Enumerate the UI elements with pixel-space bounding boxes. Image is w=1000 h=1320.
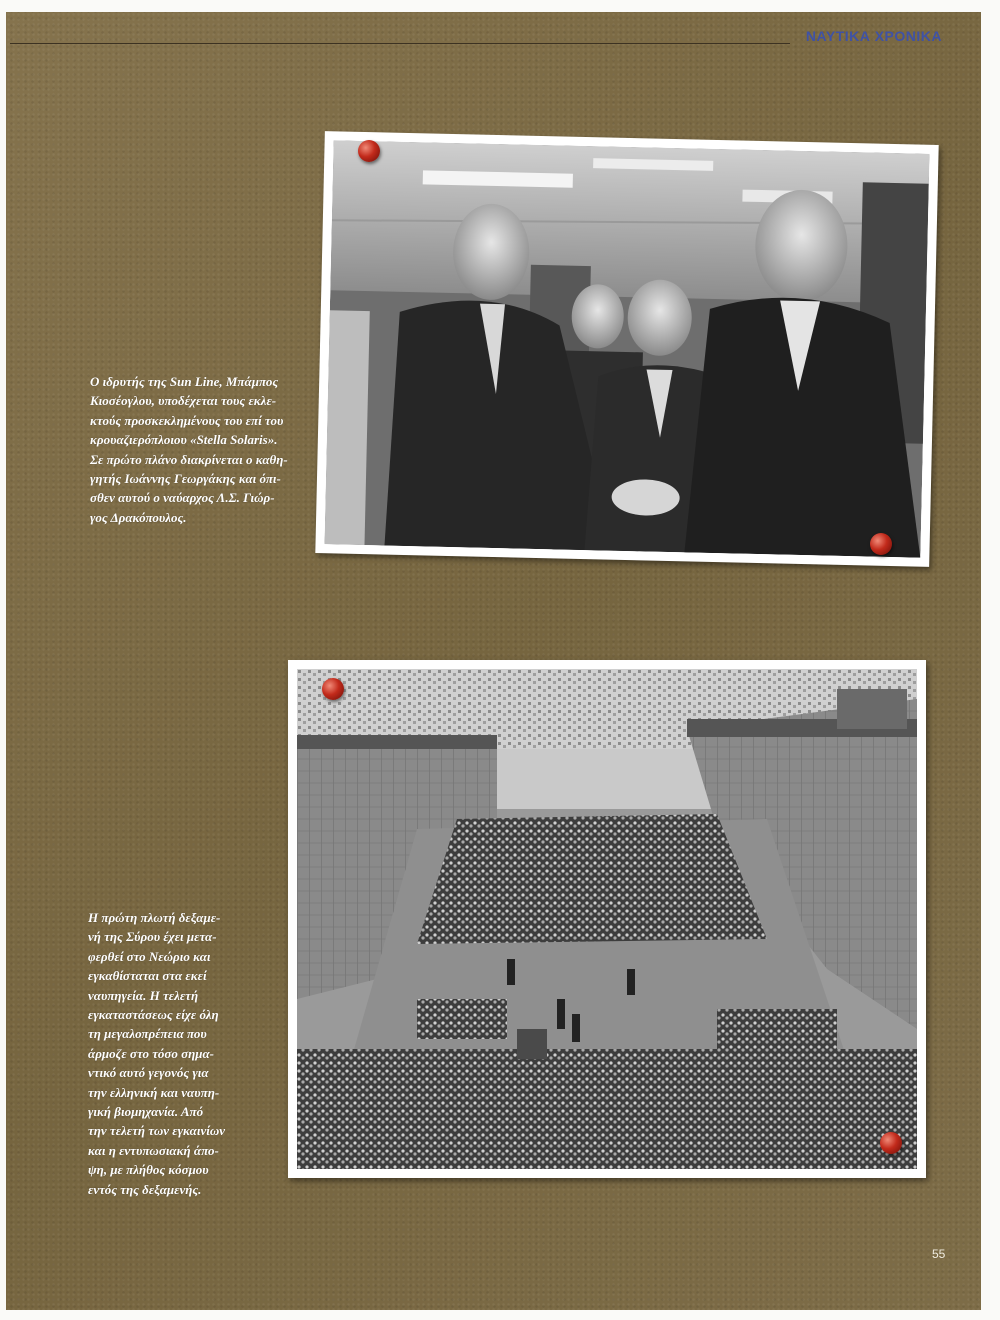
caption-line: Ο ιδρυτής της Sun Line, Μπάμπος (90, 374, 279, 389)
caption-line: την τελετή των εγκαινίων (88, 1123, 226, 1139)
caption-floating-dock (88, 908, 265, 1199)
caption-line: ψη, με πλήθος κόσμου (88, 1162, 209, 1178)
page-number: 55 (932, 1247, 946, 1261)
caption-line: Η πρώτη πλωτή δεξαμε- (88, 910, 221, 925)
caption-handshake (90, 372, 302, 527)
caption-line: άρμοζε στο τόσο σημα- (88, 1045, 215, 1061)
photo-floating-dock-frame (288, 660, 926, 1178)
caption-line: εγκαθίσταται στα εκεί (88, 968, 207, 984)
caption-line: γος Δρακόπουλος. (90, 509, 187, 525)
red-pin-icon (322, 678, 344, 700)
red-pin-icon (880, 1132, 902, 1154)
caption-line: φερθεί στο Νεώριο και (88, 948, 211, 964)
caption-line: εντός της δεξαμενής. (88, 1181, 202, 1197)
caption-line: γητής Ιωάννης Γεωργάκης και όπι- (90, 471, 281, 487)
caption-line: την ελληνική και ναυπη- (88, 1084, 220, 1100)
caption-line: κρουαζιερόπλοιου «Stella Solaris». (90, 432, 278, 448)
caption-line: τη μεγαλοπρέπεια που (88, 1026, 207, 1042)
caption-line: γική βιομηχανία. Από (88, 1104, 204, 1120)
photo-handshake-frame (315, 131, 938, 567)
caption-line: νή της Σύρου έχει μετα- (88, 929, 217, 945)
caption-line: εγκαταστάσεως είχε όλη (88, 1007, 219, 1023)
photo-handshake (324, 140, 929, 557)
caption-line: και η εντυπωσιακή άπο- (88, 1142, 219, 1158)
header-rule (10, 43, 790, 44)
running-header: ΝΑΥΤΙΚΑ ΧΡΟΝΙΚΑ (805, 28, 942, 44)
caption-line: ναυπηγεία. Η τελετή (88, 987, 199, 1003)
red-pin-icon (358, 140, 380, 162)
caption-line: Κιοσέογλου, υποδέχεται τους εκλε- (90, 393, 277, 409)
red-pin-icon (870, 533, 892, 555)
photo-floating-dock (297, 669, 917, 1169)
caption-line: κτούς προσκεκλημένους του επί του (90, 412, 284, 428)
caption-line: ντικό αυτό γεγονός για (88, 1065, 209, 1081)
caption-line: σθεν αυτού ο ναύαρχος Λ.Σ. Γιώρ- (90, 490, 275, 506)
caption-line: Σε πρώτο πλάνο διακρίνεται ο καθη- (90, 451, 288, 467)
